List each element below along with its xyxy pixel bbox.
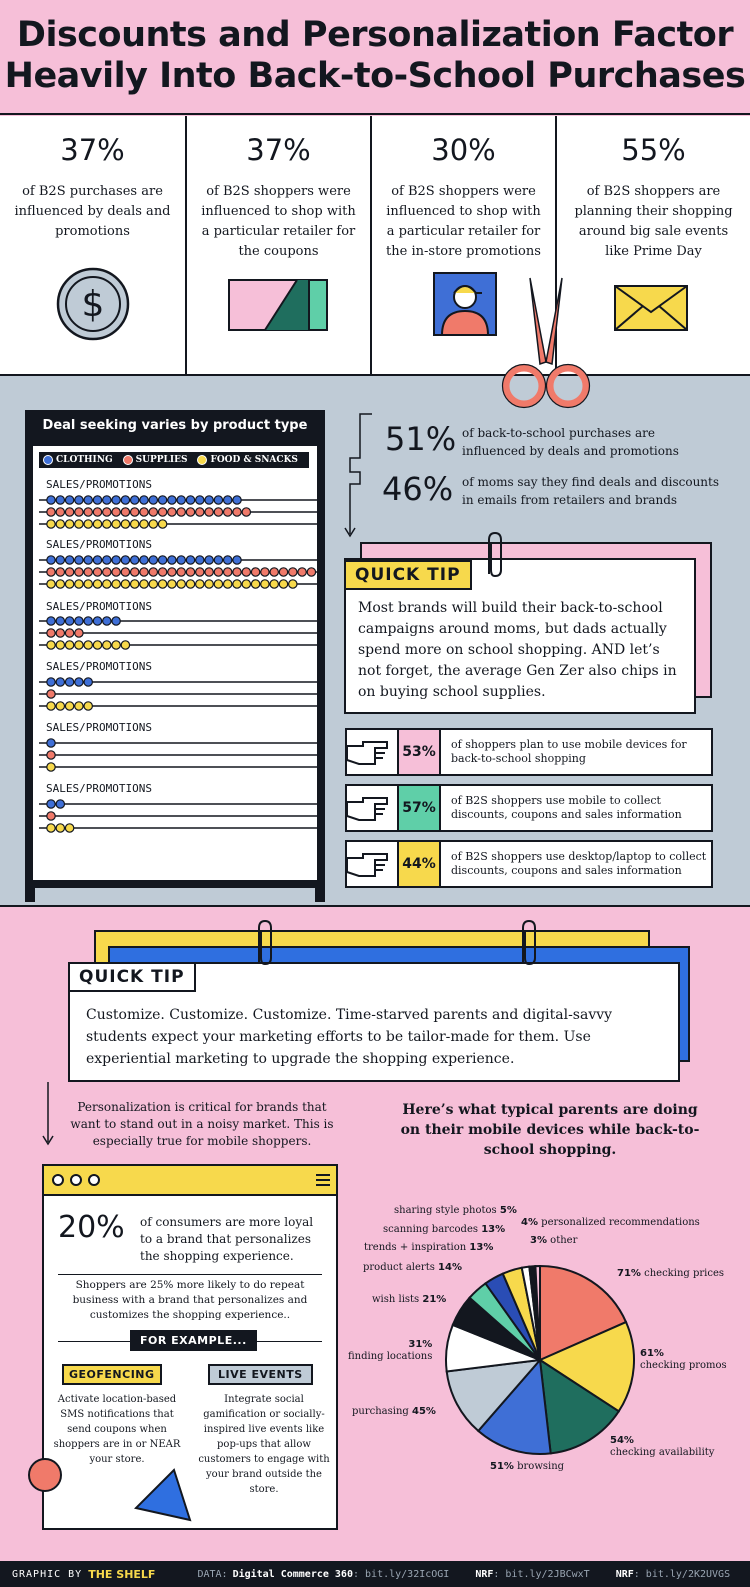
window-dot-icon <box>52 1174 64 1186</box>
decorative-circle <box>28 1458 62 1492</box>
group-label: SALES/PROMOTIONS <box>46 782 152 795</box>
abacus-bead <box>112 617 120 625</box>
abacus-bead <box>214 568 222 576</box>
abacus-bead <box>121 641 129 649</box>
stat-description: of B2S shoppers were influenced to shop with a particular retailer for the coupons <box>201 184 356 259</box>
abacus-bead <box>65 641 73 649</box>
stat-percent: 37% <box>246 133 311 167</box>
mobile-stat-row <box>345 840 713 888</box>
abacus-bead <box>140 508 148 516</box>
abacus-bead <box>65 520 73 528</box>
mobile-stat-row <box>345 784 713 832</box>
abacus-bead <box>149 580 157 588</box>
abacus-bead <box>56 641 64 649</box>
footer-link[interactable]: : bit.ly/2JBCwxT <box>493 1568 590 1580</box>
abacus-bead <box>149 496 157 504</box>
abacus-bead <box>103 556 111 564</box>
fact-text: of moms say they find deals and discounts in emails from retailers and brands <box>462 475 720 507</box>
coupon-icon <box>227 276 331 334</box>
abacus-bead <box>56 496 64 504</box>
quick-tip-text-2: Customize. Customize. Customize. Time-starved parents and digital-savvy students expect your marketing efforts to be tailor-made for them. Use experiential marketing to upgrade the shopping experience. <box>86 1007 613 1067</box>
abacus-bead <box>84 702 92 710</box>
svg-text:$: $ <box>81 284 105 325</box>
group-label: SALES/PROMOTIONS <box>46 478 152 491</box>
abacus-bead <box>84 568 92 576</box>
board-leg <box>25 888 35 902</box>
abacus-bead <box>65 678 73 686</box>
abacus-bead <box>47 702 55 710</box>
mobile-activities-pie <box>440 1260 640 1460</box>
abacus-bead <box>196 568 204 576</box>
abacus-bead <box>47 556 55 564</box>
title-line-1: Discounts and Personalization Factor <box>16 15 734 55</box>
abacus-bead <box>75 702 83 710</box>
abacus-bead <box>158 508 166 516</box>
abacus-bead <box>131 508 139 516</box>
abacus-bead <box>298 568 306 576</box>
abacus-bead <box>131 520 139 528</box>
abacus-bead <box>84 508 92 516</box>
repeat-business-text: Shoppers are 25% more likely to do repeat business with a brand that personalizes and customizes the shopping experience.. <box>72 1279 308 1321</box>
bracket-arrow-icon <box>340 412 380 542</box>
loyalty-text: of consumers are more loyal to a brand that personalizes the shopping experience. <box>140 1215 314 1263</box>
footer-source: NRF <box>475 1568 494 1580</box>
abacus-bead <box>242 580 250 588</box>
abacus-bead <box>177 508 185 516</box>
abacus-bead <box>47 824 55 832</box>
mobile-stat-text: of B2S shoppers use desktop/laptop to collect discounts, coupons and sales information <box>451 850 707 877</box>
abacus-bead <box>84 496 92 504</box>
abacus-bead <box>56 580 64 588</box>
abacus-bead <box>121 520 129 528</box>
abacus-bead <box>177 568 185 576</box>
abacus-bead <box>168 508 176 516</box>
pie-label: wish lists 21% <box>372 1294 447 1305</box>
shopper-icon <box>432 271 498 337</box>
browser-title-bar <box>44 1166 336 1196</box>
abacus-bead <box>103 568 111 576</box>
abacus-bead <box>84 678 92 686</box>
window-dot-icon <box>88 1174 100 1186</box>
abacus-bead <box>168 568 176 576</box>
abacus-bead <box>75 508 83 516</box>
abacus-bead <box>242 508 250 516</box>
abacus-bead <box>233 556 241 564</box>
abacus-bead <box>214 556 222 564</box>
abacus-bead <box>196 580 204 588</box>
abacus-bead <box>47 800 55 808</box>
abacus-bead <box>112 580 120 588</box>
fact-text: of back-to-school purchases are influenced by deals and promotions <box>462 426 679 458</box>
abacus-bead <box>196 508 204 516</box>
abacus-bead <box>205 580 213 588</box>
paperclip-icon <box>518 918 540 968</box>
footer-source: Digital Commerce 360 <box>232 1568 353 1580</box>
abacus-bead <box>205 556 213 564</box>
decorative-triangle <box>134 1468 192 1522</box>
pointing-hand-icon <box>345 850 391 880</box>
mobile-stat-text: of shoppers plan to use mobile devices for back-to-school shopping <box>451 738 687 765</box>
abacus-bead <box>93 520 101 528</box>
dollar-coin-icon <box>55 266 131 342</box>
abacus-bead <box>289 568 297 576</box>
stat-percent: 37% <box>60 133 125 167</box>
abacus-bead <box>158 496 166 504</box>
abacus-bead <box>47 678 55 686</box>
abacus-bead <box>84 641 92 649</box>
abacus-bead <box>177 556 185 564</box>
abacus-bead <box>149 556 157 564</box>
abacus-bead <box>112 496 120 504</box>
abacus-bead <box>233 580 241 588</box>
abacus-bead <box>112 520 120 528</box>
paperclip-icon <box>484 530 506 580</box>
abacus-bead <box>93 617 101 625</box>
stat-card <box>0 116 187 374</box>
abacus-bead <box>65 556 73 564</box>
abacus-bead <box>75 520 83 528</box>
stat-percent: 30% <box>431 133 496 167</box>
abacus-bead <box>47 496 55 504</box>
abacus-bead <box>47 739 55 747</box>
abacus-bead <box>84 520 92 528</box>
scissors-icon <box>498 276 594 411</box>
abacus-bead <box>270 580 278 588</box>
pie-label: scanning barcodes 13% <box>383 1224 506 1235</box>
abacus-bead <box>158 580 166 588</box>
abacus-bead <box>47 568 55 576</box>
abacus-bead <box>205 496 213 504</box>
abacus-bead <box>84 617 92 625</box>
legend-label: CLOTHING <box>56 455 113 465</box>
abacus-bead <box>279 568 287 576</box>
abacus-bead <box>93 496 101 504</box>
abacus-bead <box>93 580 101 588</box>
abacus-bead <box>75 629 83 637</box>
abacus-bead <box>65 617 73 625</box>
abacus-bead <box>224 496 232 504</box>
abacus-bead <box>168 556 176 564</box>
abacus-bead <box>65 580 73 588</box>
pie-label: 51% browsing <box>490 1461 565 1472</box>
quick-tip-badge-2: QUICK TIP <box>68 962 196 992</box>
abacus-bead <box>65 508 73 516</box>
abacus-bead <box>65 702 73 710</box>
abacus-bead <box>168 580 176 588</box>
abacus-bead <box>103 641 111 649</box>
mobile-stat-text: of B2S shoppers use mobile to collect discounts, coupons and sales information <box>451 794 682 821</box>
abacus-bead <box>75 678 83 686</box>
legend-label: FOOD & SNACKS <box>210 455 298 465</box>
group-label: SALES/PROMOTIONS <box>46 721 152 734</box>
abacus-bead <box>56 568 64 576</box>
footer-brand-logo[interactable]: THE SHELF <box>88 1567 156 1581</box>
abacus-bead <box>149 508 157 516</box>
abacus-bead <box>186 496 194 504</box>
envelope-icon <box>613 284 689 332</box>
group-label: SALES/PROMOTIONS <box>46 660 152 673</box>
abacus-bead <box>251 580 259 588</box>
abacus-bead <box>93 568 101 576</box>
paperclip-icon <box>254 918 276 968</box>
abacus-bead <box>75 641 83 649</box>
abacus-bead <box>93 641 101 649</box>
abacus-bead <box>112 508 120 516</box>
abacus-bead <box>214 508 222 516</box>
abacus-bead <box>65 568 73 576</box>
abacus-bead <box>149 568 157 576</box>
abacus-bead <box>65 824 73 832</box>
abacus-bead <box>65 629 73 637</box>
group-label: SALES/PROMOTIONS <box>46 600 152 613</box>
pie-label: 71% checking prices <box>617 1268 724 1279</box>
abacus-bead <box>270 568 278 576</box>
stat-description: of B2S shoppers are planning their shopping around big sale events like Prime Day <box>574 184 733 259</box>
footer-link[interactable]: : bit.ly/32IcOGI <box>352 1568 450 1580</box>
abacus-bead <box>47 763 55 771</box>
hamburger-menu-icon[interactable] <box>316 1174 330 1186</box>
abacus-bead <box>131 556 139 564</box>
abacus-bead <box>56 556 64 564</box>
abacus-bead <box>56 508 64 516</box>
for-example-label: FOR EXAMPLE... <box>130 1330 257 1351</box>
abacus-bead <box>224 508 232 516</box>
abacus-bead <box>56 617 64 625</box>
abacus-bead <box>103 496 111 504</box>
group-label: SALES/PROMOTIONS <box>46 538 152 551</box>
stat-percent: 55% <box>621 133 686 167</box>
pie-label: purchasing 45% <box>352 1406 436 1417</box>
abacus-bead <box>121 580 129 588</box>
personalization-note: Personalization is critical for brands that want to stand out in a noisy market. This is especially true for mobile shoppers. <box>70 1100 334 1148</box>
abacus-bead <box>131 496 139 504</box>
mobile-stat-row <box>345 728 713 776</box>
pie-label: product alerts 14% <box>363 1262 462 1273</box>
abacus-bead <box>56 520 64 528</box>
stats-row <box>0 116 750 376</box>
abacus-bead <box>196 496 204 504</box>
abacus-bead <box>186 556 194 564</box>
abacus-bead <box>65 496 73 504</box>
abacus-bead <box>47 812 55 820</box>
pie-label: sharing style photos 5% <box>394 1205 517 1216</box>
title-banner <box>0 0 750 115</box>
abacus-bead <box>56 800 64 808</box>
abacus-bead <box>289 580 297 588</box>
abacus-bead <box>56 824 64 832</box>
footer-data-label: DATA: <box>197 1568 228 1580</box>
abacus-bead <box>56 678 64 686</box>
abacus-bead <box>307 568 315 576</box>
abacus-bead <box>84 556 92 564</box>
footer <box>0 1561 750 1587</box>
abacus-bead <box>279 580 287 588</box>
footer-link[interactable]: : bit.ly/2K2UVGS <box>633 1568 731 1580</box>
abacus-bead <box>112 641 120 649</box>
pie-label: 4% personalized recommendations <box>521 1217 700 1228</box>
down-arrow-icon <box>40 1082 56 1148</box>
abacus-bead <box>140 580 148 588</box>
abacus-bead <box>205 508 213 516</box>
abacus-bead <box>93 508 101 516</box>
abacus-bead <box>177 580 185 588</box>
geofencing-text: Activate location-based SMS notifications that send coupons when shoppers are in or NEAR your store. <box>53 1394 181 1465</box>
abacus-bead <box>112 556 120 564</box>
quick-tip-text: Most brands will build their back-to-school campaigns around moms, but dads actually spend more on school shopping. AND let’s not forget, the average Gen Zer also chips in on buying school supplies. <box>358 600 677 700</box>
live-events-label: LIVE EVENTS <box>208 1364 313 1385</box>
deal-seeking-board <box>25 410 325 900</box>
abacus-bead <box>47 520 55 528</box>
stat-card <box>187 116 372 374</box>
fact-percent: 51% <box>385 420 457 458</box>
pointing-hand-icon <box>345 738 391 768</box>
abacus-bead <box>47 690 55 698</box>
abacus-bead <box>149 520 157 528</box>
loyalty-percent: 20% <box>58 1210 125 1245</box>
mobile-stat-percent: 53% <box>397 728 441 776</box>
abacus-bead <box>47 617 55 625</box>
mobile-stat-percent: 44% <box>397 840 441 888</box>
abacus-bead <box>233 568 241 576</box>
abacus-bead <box>186 568 194 576</box>
abacus-bead <box>140 520 148 528</box>
pie-label: 54% checking availability <box>610 1435 715 1458</box>
abacus-bead <box>224 556 232 564</box>
abacus-bead <box>261 568 269 576</box>
abacus-bead <box>75 580 83 588</box>
abacus-bead <box>131 568 139 576</box>
mobile-stat-percent: 57% <box>397 784 441 832</box>
abacus-bead <box>75 568 83 576</box>
abacus-chart <box>33 446 317 886</box>
quick-tip-badge: QUICK TIP <box>344 560 472 590</box>
footer-graphic-by: GRAPHIC BY <box>12 1568 83 1580</box>
abacus-bead <box>47 580 55 588</box>
abacus-bead <box>47 751 55 759</box>
abacus-bead <box>168 496 176 504</box>
live-events-text: Integrate social gamification or socially-inspired live events like pop-ups that allow customers to engage with your brand outside the store. <box>198 1394 330 1495</box>
abacus-bead <box>103 580 111 588</box>
abacus-bead <box>205 568 213 576</box>
abacus-bead <box>47 508 55 516</box>
abacus-bead <box>177 496 185 504</box>
fact-percent: 46% <box>382 470 454 508</box>
abacus-bead <box>251 568 259 576</box>
abacus-bead <box>140 568 148 576</box>
abacus-bead <box>158 568 166 576</box>
abacus-bead <box>56 702 64 710</box>
abacus-bead <box>84 580 92 588</box>
legend-label: SUPPLIES <box>135 455 188 465</box>
abacus-bead <box>75 617 83 625</box>
abacus-bead <box>196 556 204 564</box>
abacus-bead <box>140 556 148 564</box>
abacus-bead <box>103 520 111 528</box>
abacus-bead <box>131 580 139 588</box>
abacus-bead <box>75 556 83 564</box>
abacus-bead <box>186 508 194 516</box>
title-line-2: Heavily Into Back-to-School Purchases <box>4 56 746 96</box>
abacus-bead <box>112 568 120 576</box>
abacus-bead <box>186 580 194 588</box>
abacus-bead <box>140 496 148 504</box>
board-title: Deal seeking varies by product type <box>42 418 308 433</box>
abacus-bead <box>158 556 166 564</box>
abacus-bead <box>233 496 241 504</box>
abacus-bead <box>103 508 111 516</box>
abacus-bead <box>103 617 111 625</box>
footer-source: NRF <box>615 1568 634 1580</box>
abacus-bead <box>224 568 232 576</box>
pie-label: 3% other <box>530 1235 578 1246</box>
pie-label: 61% checking promos <box>640 1348 727 1371</box>
pie-label: trends + inspiration 13% <box>364 1242 494 1253</box>
abacus-bead <box>75 496 83 504</box>
board-leg <box>315 888 325 902</box>
page-title <box>0 0 750 97</box>
stat-description: of B2S purchases are influenced by deals and promotions <box>14 184 171 239</box>
geofencing-label: GEOFENCING <box>62 1364 162 1385</box>
abacus-bead <box>233 508 241 516</box>
abacus-bead <box>56 629 64 637</box>
window-dot-icon <box>70 1174 82 1186</box>
abacus-bead <box>242 568 250 576</box>
abacus-bead <box>47 629 55 637</box>
abacus-bead <box>214 580 222 588</box>
pie-label: 31% finding locations <box>348 1339 433 1362</box>
pie-heading: Here’s what typical parents are doing on their mobile devices while back-to-school shopping. <box>400 1102 700 1158</box>
divider <box>58 1274 322 1275</box>
abacus-bead <box>93 556 101 564</box>
stat-description: of B2S shoppers were influenced to shop with a particular retailer for the in-store promotions <box>386 184 541 259</box>
abacus-bead <box>121 556 129 564</box>
abacus-bead <box>158 520 166 528</box>
abacus-bead <box>214 496 222 504</box>
pointing-hand-icon <box>345 794 391 824</box>
abacus-bead <box>121 508 129 516</box>
abacus-bead <box>121 568 129 576</box>
abacus-bead <box>261 580 269 588</box>
abacus-bead <box>47 641 55 649</box>
abacus-bead <box>224 580 232 588</box>
abacus-bead <box>121 496 129 504</box>
